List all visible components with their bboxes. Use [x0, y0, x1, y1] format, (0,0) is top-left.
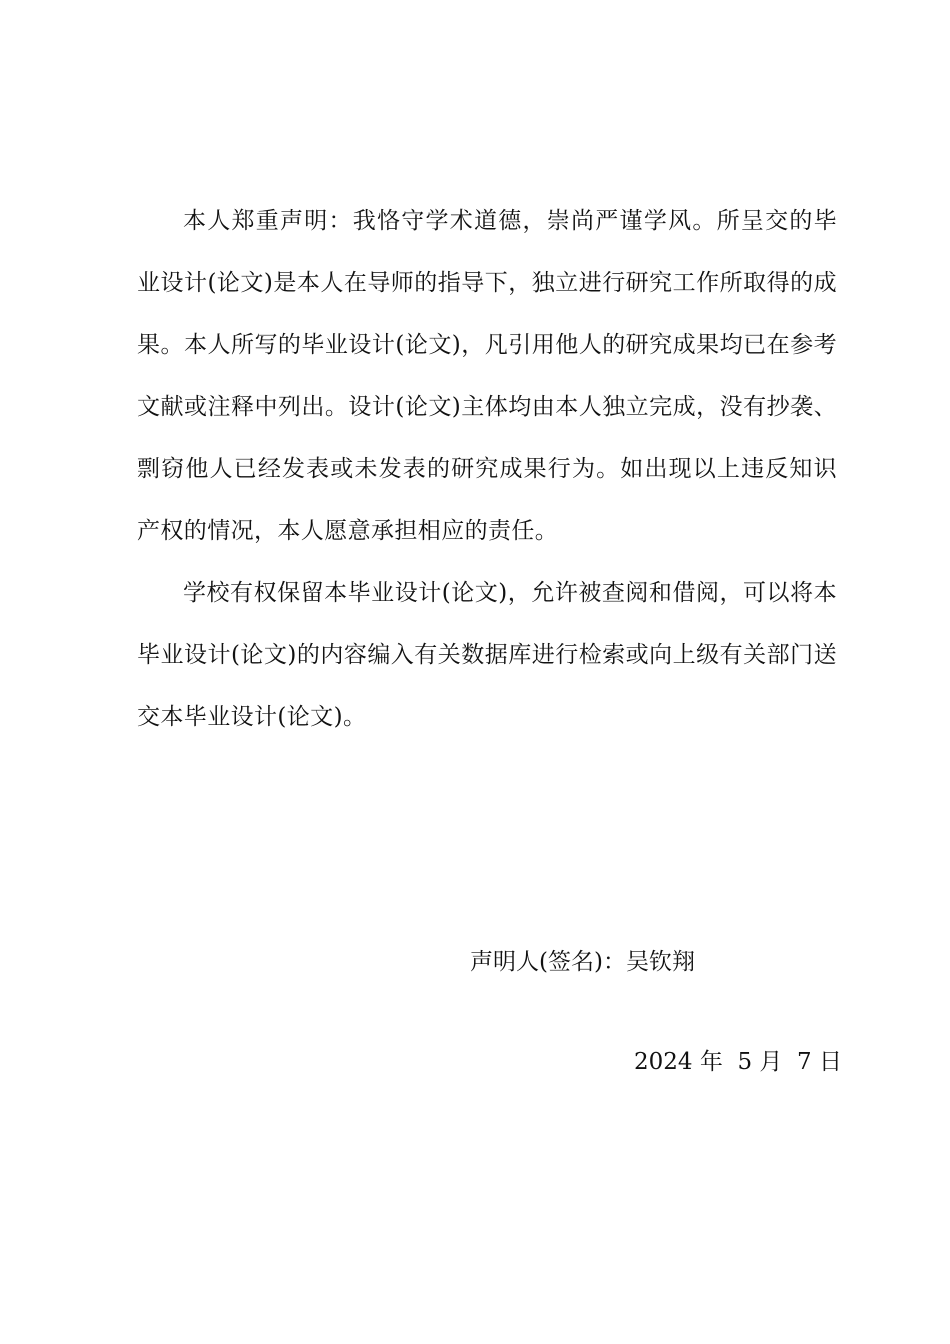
signature-label: 声明人(签名)： [470, 949, 626, 975]
signature-date: 2024 年 5 月 7 日 [634, 1049, 842, 1075]
signature-name: 吴钦翔 [625, 949, 695, 975]
declaration-paragraph-1: 本人郑重声明：我恪守学术道德，崇尚严谨学风。所呈交的毕业设计(论文)是本人在导师的指导下，独立进行研究工作所取得的成果。本人所写的毕业设计(论文)，凡引用他人的研究成果均已在参考文献或注释中列出。设计(论文)主体均由本人独立完成，没有抄袭、剽窃他人已经发表或未发表的研究成果行为。如出现以上违反知识产权的情况，本人愿意承担相应的责任。 [137, 208, 837, 544]
declaration-body [137, 190, 837, 748]
signature-line [470, 944, 695, 980]
declaration-paragraph-2: 学校有权保留本毕业设计(论文)，允许被查阅和借阅，可以将本毕业设计(论文)的内容编入有关数据库进行检索或向上级有关部门送交本毕业设计(论文)。 [137, 580, 837, 730]
